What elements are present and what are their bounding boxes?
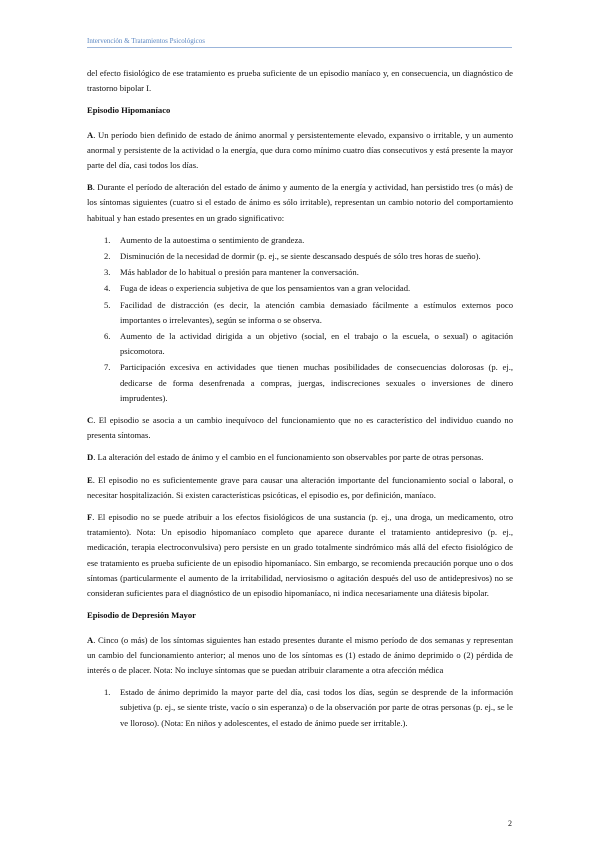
criterion-label: F	[87, 512, 93, 523]
criterion-text: . El episodio no se puede atribuir a los efectos fisiológicos de una sustancia (p. ej., una droga, un medicamento, otro tratamiento). Nota: Un episodio hipomaníaco completo que aparece durante el tratamiento antidepresivo (p. ej., medicación, terapia electroconvulsiva) pero persiste en un grado totalmente sindrómico más allá del efecto fisiológico de ese tratamiento es prueba suficiente de un episodio hipomaníaco. Sin embargo, se recomienda precaución porque uno o dos síntomas (particularmente el aumento de la irritabilidad, nerviosismo o agitación después del uso de antidepresivos) no se consideran suficientes para el diagnóstico de un episodio hipomaníaco, ni indica necesariamente una diátesis bipolar.	[87, 512, 513, 599]
list-item	[87, 265, 513, 280]
list-text: Aumento de la autoestima o sentimiento de grandeza.	[120, 234, 305, 245]
criterion-c	[87, 413, 513, 443]
list-item	[87, 233, 513, 248]
criterion-text: . Cinco (o más) de los síntomas siguientes han estado presentes durante el mismo período de dos semanas y representan un cambio del funcionamiento anterior; al menos uno de los síntomas es (1) estado de ánimo deprimido o (2) pérdida de interés o de placer. Nota: No incluye síntomas que se puedan atribuir claramente a otra afección médica	[87, 634, 513, 675]
criterion-e	[87, 473, 513, 503]
intro-paragraph: del efecto fisiológico de ese tratamiento es prueba suficiente de un episodio maníaco y, en consecuencia, un diagnóstico de trastorno bipolar I.	[87, 68, 513, 94]
list-item	[87, 281, 513, 296]
criterion-b	[87, 180, 513, 226]
criterion-text: . Durante el período de alteración del estado de ánimo y aumento de la energía y actividad, han persistido tres (o más) de los síntomas siguientes (cuatro si el estado de ánimo es sólo irritable), representan un cambio notorio del comportamiento habitual y han estado presentes en un grado significativo:	[87, 182, 513, 223]
header-rule	[87, 47, 512, 48]
criterion-label: A	[87, 129, 94, 140]
list-number: 5.	[104, 299, 111, 310]
criterion-text: . Un período bien definido de estado de ánimo anormal y persistentemente elevado, expansivo o irritable, y un aumento anormal y persistente de la actividad o la energía, que dura como mínimo cuatro días consecutivos y está presente la mayor parte del día, casi todos los días.	[87, 129, 513, 171]
criterion-label: C	[87, 415, 94, 426]
criterion-text: . El episodio se asocia a un cambio inequívoco del funcionamiento que no es característico del individuo cuando no presenta síntomas.	[87, 415, 513, 441]
depressive-section-title: Episodio de Depresión Mayor	[87, 610, 196, 621]
list-text: Participación excesiva en actividades que tienen muchas posibilidades de consecuencias dolorosas (p. ej., dedicarse de forma desenfrenada a compras, juergas, indiscreciones sexuales o inversiones de dinero imprudentes).	[120, 362, 513, 403]
list-item	[87, 360, 513, 406]
list-text: Más hablador de lo habitual o presión para mantener la conversación.	[120, 267, 359, 278]
page-body	[87, 66, 513, 738]
criterion-label: E	[87, 474, 93, 485]
criterion-label: D	[87, 452, 94, 463]
depressive-symptom-list	[87, 685, 513, 731]
criterion-f	[87, 510, 513, 601]
list-number: 3.	[104, 267, 111, 278]
list-text: Aumento de la actividad dirigida a un objetivo (social, en el trabajo o la escuela, o sexual) o agitación psicomotora.	[120, 331, 513, 357]
hypomanic-section-title: Episodio Hipomaníaco	[87, 105, 171, 116]
list-item	[87, 685, 513, 731]
list-item	[87, 298, 513, 328]
list-number: 6.	[104, 331, 111, 342]
list-number: 2.	[104, 251, 111, 262]
list-number: 4.	[104, 283, 111, 294]
list-number: 7.	[104, 362, 111, 373]
list-text: Fuga de ideas o experiencia subjetiva de que los pensamientos van a gran velocidad.	[120, 283, 411, 294]
list-number: 1.	[104, 687, 111, 698]
list-item	[87, 329, 513, 359]
depressive-criterion-a	[87, 633, 513, 679]
criterion-a	[87, 128, 513, 174]
criterion-text: . La alteración del estado de ánimo y el cambio en el funcionamiento son observables por parte de otras personas.	[93, 452, 484, 463]
list-text: Estado de ánimo deprimido la mayor parte del día, casi todos los días, según se desprende de la información subjetiva (p. ej., se siente triste, vacío o sin esperanza) o de la observación por parte de otras personas (p. ej., se le ve lloroso). (Nota: En niños y adolescentes, el estado de ánimo puede ser irritable.).	[120, 687, 513, 728]
list-number: 1.	[104, 234, 111, 245]
criterion-text: . El episodio no es suficientemente grave para causar una alteración importante del funcionamiento social o laboral, o necesitar hospitalización. Si existen características psicóticas, el episodio es, por definición, maníaco.	[87, 474, 513, 500]
criterion-d	[87, 450, 513, 465]
list-text: Disminución de la necesidad de dormir (p. ej., se siente descansado después de sólo tres horas de sueño).	[120, 251, 481, 262]
list-text: Facilidad de distracción (es decir, la atención cambia demasiado fácilmente a estímulos externos poco importantes o irrelevantes), según se informa o se observa.	[120, 299, 513, 325]
hypomanic-symptom-list	[87, 233, 513, 406]
criterion-label: B	[87, 182, 93, 193]
criterion-label: A	[87, 634, 94, 645]
running-header: Intervención & Tratamientos Psicológicos	[87, 37, 206, 45]
page-number: 2	[508, 819, 512, 828]
list-item	[87, 249, 513, 264]
